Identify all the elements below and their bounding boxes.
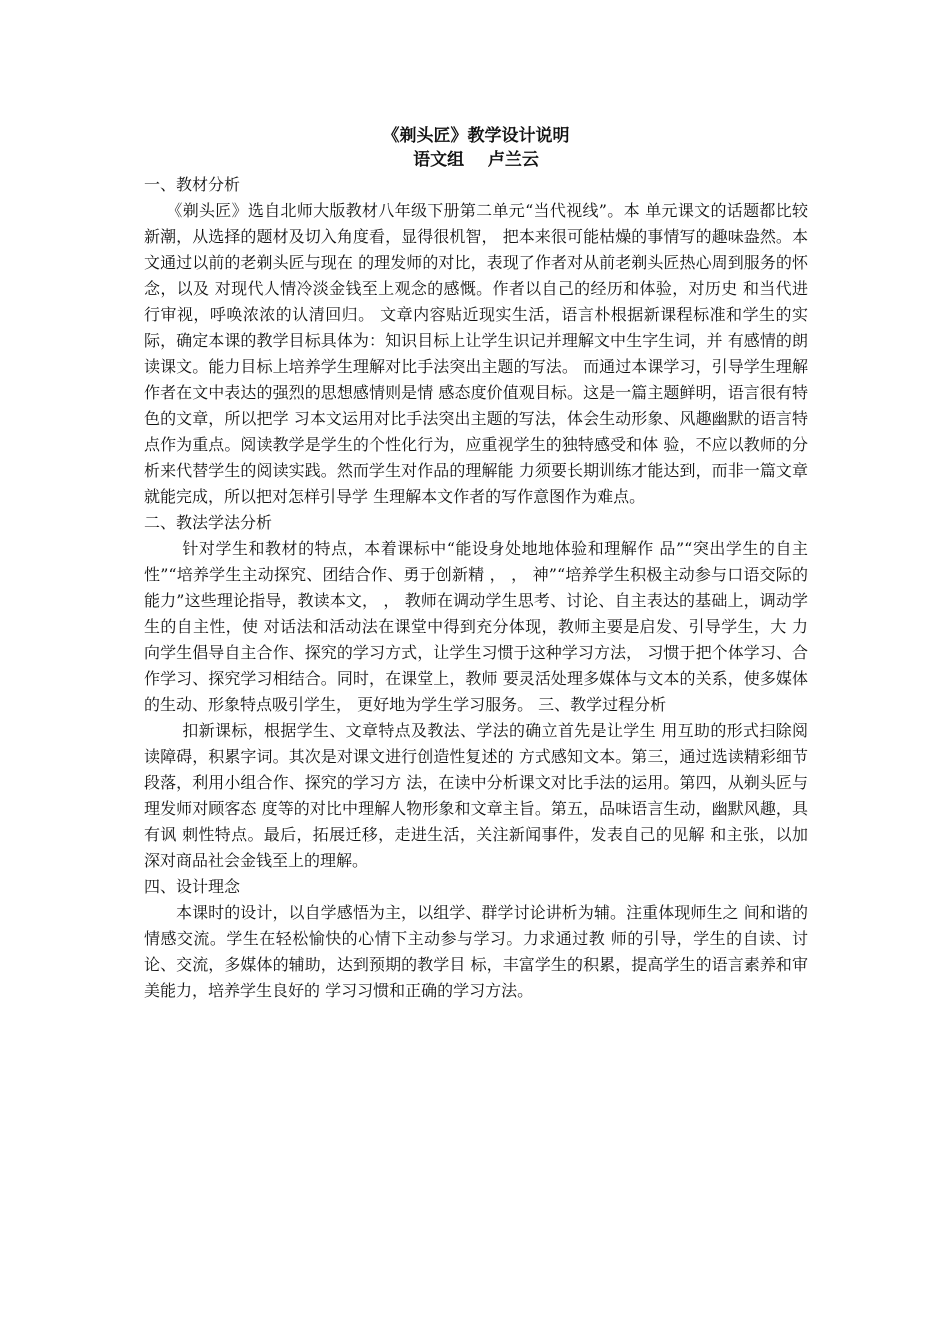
document-author: 语文组 卢兰云	[413, 150, 539, 170]
section-heading-design-concept: 四、设计理念	[144, 877, 241, 896]
section-body-teaching-methods: 针对学生和教材的特点，本着课标中“能设身处地地体验和理解作 品”“突出学生的自主性”“培养学生主动探究、团结合作、勇于创新精 ， ， 神”“培养学生积极主动参与口语交际的能力”这些理论指导，教读本文， ， 教师在调动学生思考、讨论、自主表达的基础上，调动学生的自主性，使 对话法和活动法在课堂中得到充分体现，教师主要是启发、引导学生，大 力向学生倡导自主合作、探究的学习方式，让学生习惯于这种学习方法， 习惯于把个体学习、合作学习、探究学习相结合。同时，在课堂上，教师 要灵活处理多媒体与文本的关系，使多媒体的生动、形象特点吸引学生， 更好地为学生学习服务。 三、教学过程分析	[144, 539, 808, 714]
section-body-teaching-process: 扣新课标，根据学生、文章特点及教法、学法的确立首先是让学生 用互助的形式扫除阅读障碍，积累字词。其次是对课文进行创造性复述的 方式感知文本。第三，通过选读精彩细节段落，利用小组合作、探究的学习方 法，在读中分析课文对比手法的运用。第四，从剃头匠与理发师对顾客态 度等的对比中理解人物形象和文章主旨。第五，品味语言生动，幽默风趣，具有讽 刺性特点。最后，拓展迁移，走进生活，关注新闻事件，发表自己的见解 和主张，以加深对商品社会金钱至上的理解。	[144, 721, 808, 870]
section-heading-teaching-methods: 二、教法学法分析	[144, 513, 273, 532]
section-heading-textbook-analysis: 一、教材分析	[144, 175, 241, 194]
section-body-design-concept: 本课时的设计，以自学感悟为主，以组学、群学讨论讲析为辅。注重体现师生之 间和谐的情感交流。学生在轻松愉快的心情下主动参与学习。力求通过教 师的引导，学生的自读、讨论、交流，多媒体的辅助，达到预期的教学目 标，丰富学生的积累，提高学生的语言素养和审美能力，培养学生良好的 学习习惯和正确的学习方法。	[144, 903, 808, 1000]
document-page	[144, 124, 808, 1004]
document-title: 《剃头匠》教学设计说明	[382, 126, 570, 146]
section-body-textbook-analysis: 《剃头匠》选自北师大版教材八年级下册第二单元“当代视线”。本 单元课文的话题都比较新潮，从选择的题材及切入角度看，显得很机智， 把本来很可能枯燥的事情写的趣味盎然。本文通过以前的老剃头匠与现在 的理发师的对比，表现了作者对从前老剃头匠热心周到服务的怀念，以及 对现代人情冷淡金钱至上观念的感慨。作者以自己的经历和体验，对历史 和当代进行审视，呼唤浓浓的认清回归。 文章内容贴近现实生活，语言朴根据新课程标准和学生的实际，确定本课的教学目标具体为：知识目标上让学生识记并理解文中生字生词，并 有感情的朗读课文。能力目标上培养学生理解对比手法突出主题的写法。 而通过本课学习，引导学生理解作者在文中表达的强烈的思想感情则是情 感态度价值观目标。这是一篇主题鲜明，语言很有特色的文章，所以把学 习本文运用对比手法突出主题的写法，体会生动形象、风趣幽默的语言特 点作为重点。阅读教学是学生的个性化行为，应重视学生的独特感受和体 验，不应以教师的分析来代替学生的阅读实践。然而学生对作品的理解能 力须要长期训练才能达到，而非一篇文章就能完成，所以把对怎样引导学 生理解本文作者的写作意图作为难点。	[144, 201, 808, 506]
